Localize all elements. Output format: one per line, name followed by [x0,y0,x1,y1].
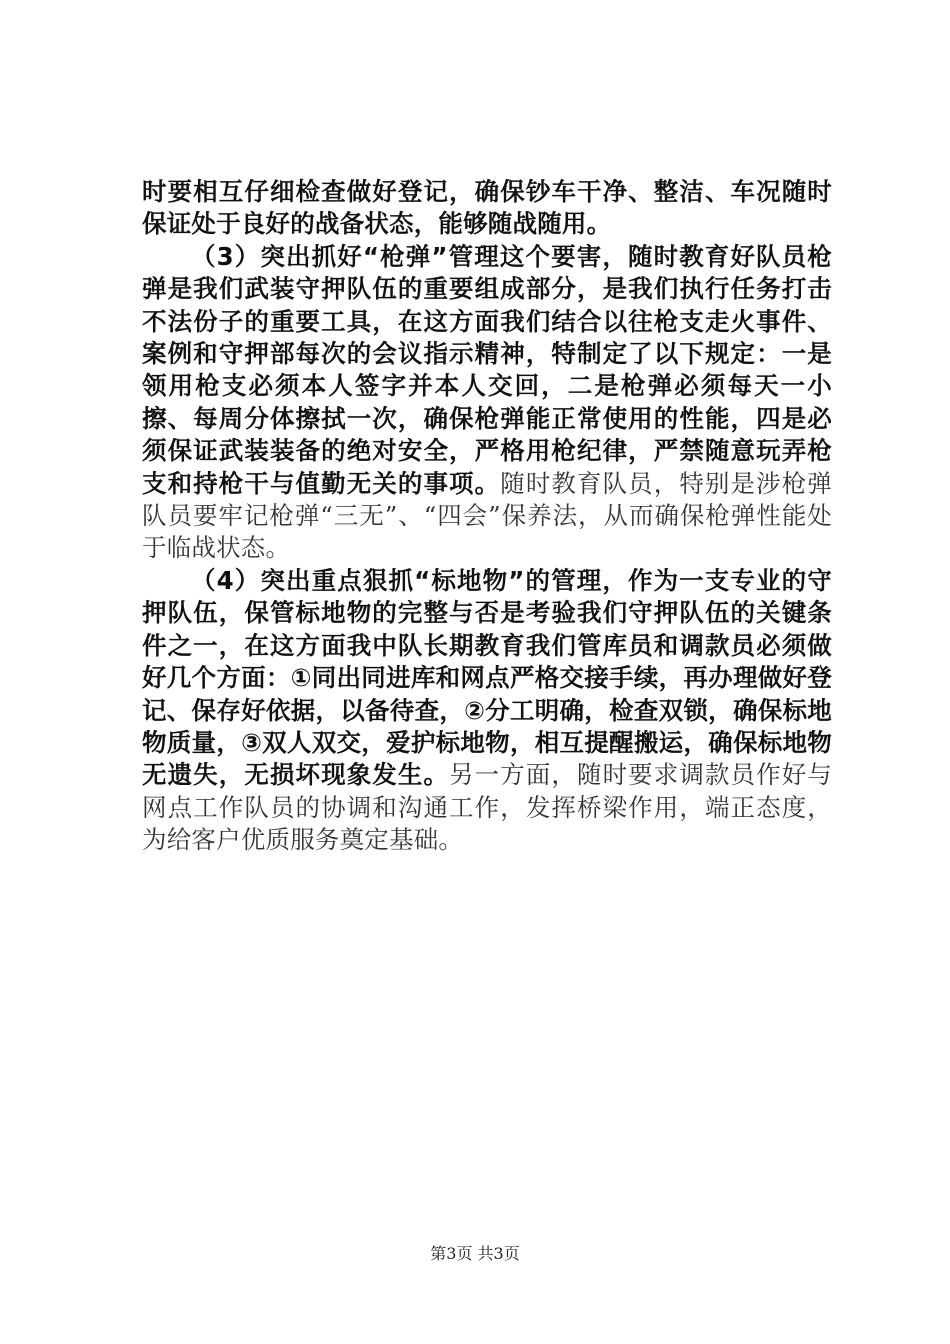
paragraph-text: （3）突出抓好“枪弹”管理这个要害，随时教育好队员枪弹是我们武装守押队伍的重要组成部分，是我们执行任务打击不法份子的重要工具，在这方面我们结合以往枪支走火事件、案例和守押部每次的会议指示精神，特制定了以下规定：一是领用枪支必须本人签字并本人交回，二是枪弹必须每天一小擦、每周分体擦拭一次，确保枪弹能正常使用的性能，四是必须保证武装装备的绝对安全，严格用枪纪律，严禁随意玩弄枪支和持枪干与值勤无关的事项。 [142,241,832,498]
paragraph-text: （4）突出重点狠抓“标地物”的管理，作为一支专业的守押队伍，保管标地物的完整与否是考验我们守押队伍的关键条件之一，在这方面我中队长期教育我们管库员和调款员必须做好几个方面：①同出同进库和网点严格交接手续，再办理做好登记、保存好依据，以备待查，②分工明确，检查双锁，确保标地物质量，③双人双交，爱护标地物，相互提醒搬运，确保标地物无遗失，无损坏现象发生。 [142,565,832,790]
paragraph-ammunition-management [142,241,832,565]
page-number: 第3页 共3页 [430,1244,520,1263]
paragraph-continuation [142,176,832,241]
paragraph-text: 时要相互仔细检查做好登记，确保钞车干净、整洁、车况随时保证处于良好的战备状态，能够随战随用。 [142,177,832,239]
paragraph-text-regular: 另一方面，随时要求调款员作好与网点工作队员的协调和沟通工作，发挥桥梁作用，端正态度，为给客户优质服务奠定基础。 [142,760,832,855]
paragraph-target-management [142,565,832,857]
paragraph-text-regular: 随时教育队员，特别是涉枪弹队员要牢记枪弹“三无”、“四会”保养法，从而确保枪弹性能处于临战状态。 [142,468,832,563]
document-body [142,176,832,857]
